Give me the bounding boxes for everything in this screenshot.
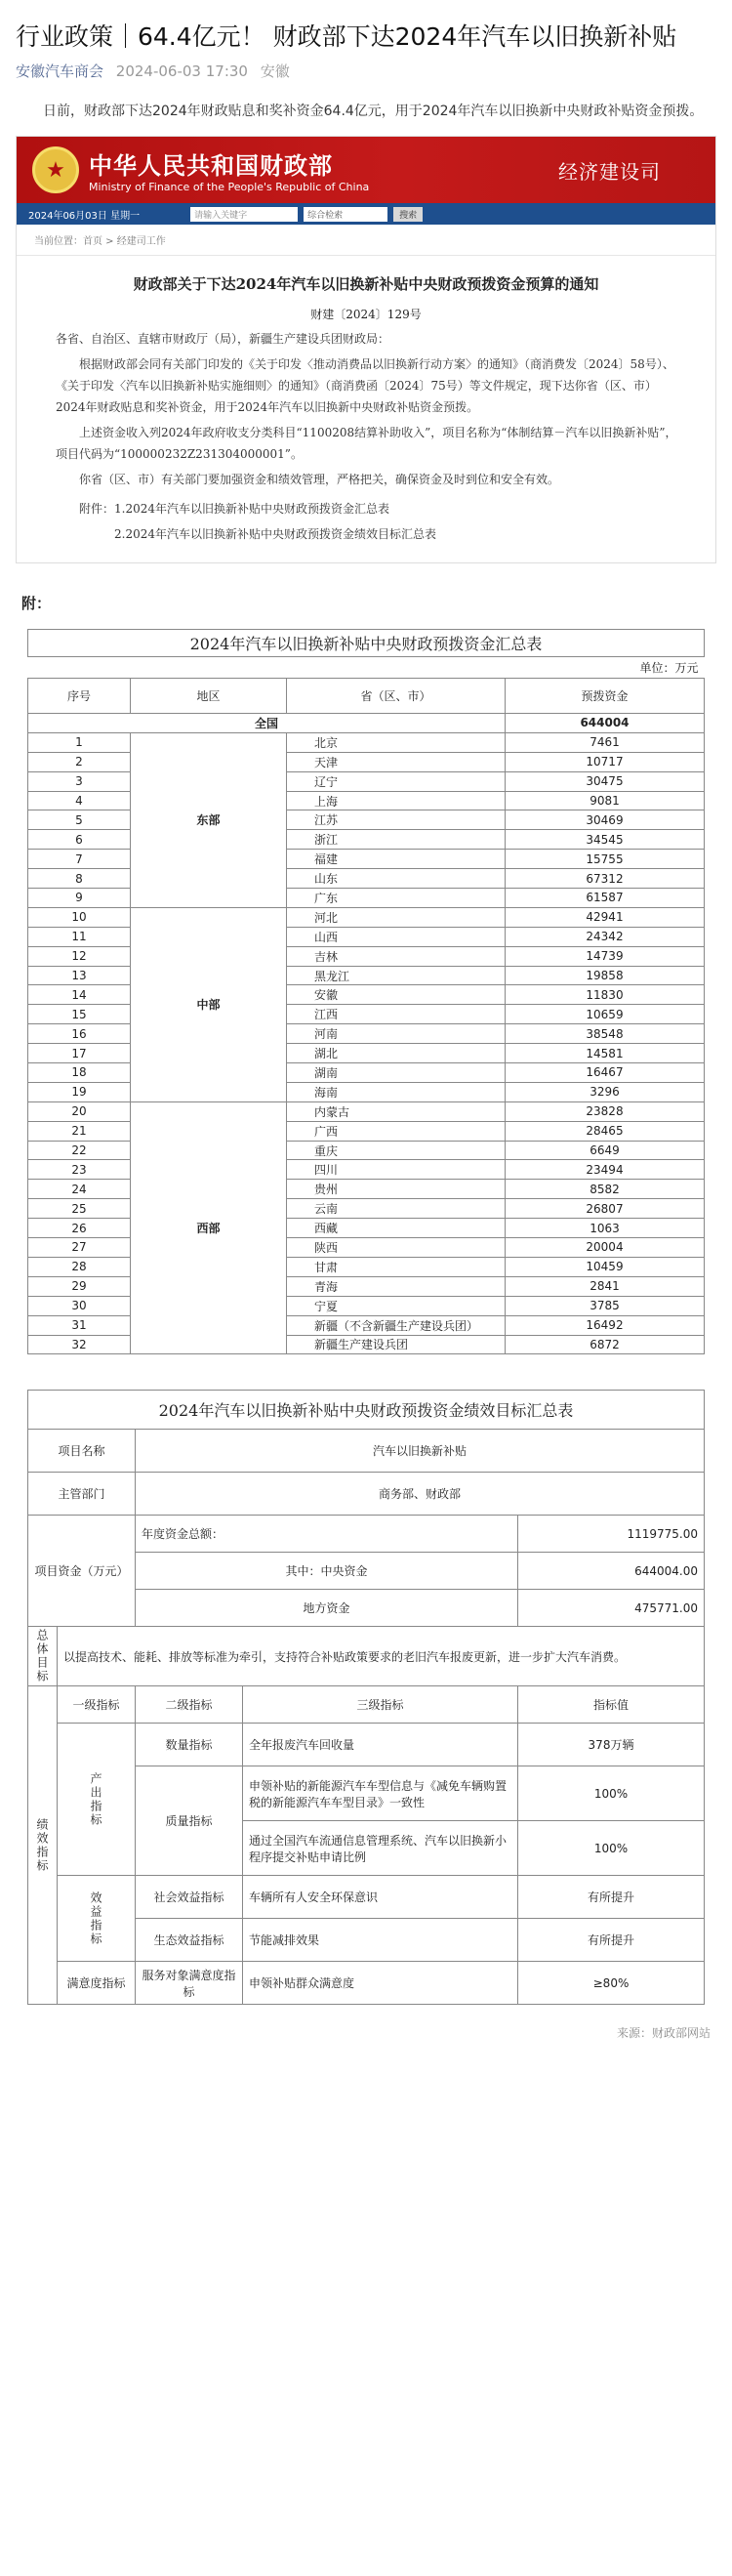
row-amount: 6872	[506, 1335, 705, 1354]
performance-table	[27, 1390, 705, 2005]
row-province: 湖南	[287, 1063, 506, 1083]
goal-text: 以提高技术、能耗、排放等标准为牵引，支持符合补贴政策要求的老旧汽车报废更新，进一步扩大汽车消费。	[58, 1627, 705, 1686]
article-meta	[0, 61, 732, 99]
table-row	[28, 985, 705, 1005]
funds-local-label: 地方资金	[136, 1590, 518, 1627]
project-name: 汽车以旧换新补贴	[136, 1430, 705, 1473]
funds-table	[27, 629, 705, 1354]
row-amount: 67312	[506, 869, 705, 889]
notice-body	[17, 328, 715, 562]
notice-title: 财政部关于下达2024年汽车以旧换新补贴中央财政预拨资金预算的通知	[133, 275, 599, 293]
row-no: 18	[28, 1063, 131, 1083]
row-no: 16	[28, 1024, 131, 1044]
author-link[interactable]: 安徽汽车商会	[16, 62, 104, 80]
row-no: 26	[28, 1219, 131, 1238]
header-no: 序号	[28, 679, 131, 714]
funds-total-label: 年度资金总额：	[136, 1516, 518, 1553]
row-no: 1	[28, 732, 131, 752]
row-amount: 34545	[506, 830, 705, 850]
header-region: 地区	[131, 679, 287, 714]
row-province: 黑龙江	[287, 966, 506, 985]
row-no: 25	[28, 1199, 131, 1219]
table-row	[28, 966, 705, 985]
row-no: 12	[28, 946, 131, 966]
eco-label: 生态效益指标	[136, 1919, 243, 1962]
row-amount: 23494	[506, 1160, 705, 1180]
table-row	[28, 1044, 705, 1063]
table-row	[28, 1005, 705, 1024]
row-province: 上海	[287, 791, 506, 810]
mof-name-en: Ministry of Finance of the People's Republic of China	[89, 181, 370, 193]
row-amount: 11830	[506, 985, 705, 1005]
row-amount: 61587	[506, 889, 705, 908]
funds-central: 644004.00	[518, 1553, 705, 1590]
funds-table-unit: 单位：万元	[639, 661, 699, 675]
eco-l3: 节能减排效果	[243, 1919, 518, 1962]
row-no: 19	[28, 1082, 131, 1101]
row-province: 江西	[287, 1005, 506, 1024]
row-amount: 2841	[506, 1276, 705, 1296]
row-province: 吉林	[287, 946, 506, 966]
row-amount: 10717	[506, 752, 705, 771]
col-level2: 二级指标	[136, 1686, 243, 1724]
row-amount: 16492	[506, 1315, 705, 1335]
table-row	[28, 889, 705, 908]
row-province: 山西	[287, 927, 506, 946]
mof-date: 2024年06月03日 星期一	[28, 210, 141, 222]
table-row	[28, 1024, 705, 1044]
table-row	[28, 1121, 705, 1141]
row-amount: 42941	[506, 907, 705, 927]
row-amount: 1063	[506, 1219, 705, 1238]
row-no: 9	[28, 889, 131, 908]
row-province: 甘肃	[287, 1257, 506, 1276]
attachment-1[interactable]: 附件：1.2024年汽车以旧换新补贴中央财政预拨资金汇总表	[79, 502, 389, 516]
mof-search-input[interactable]: 请输入关键字	[190, 207, 298, 222]
mof-search-button[interactable]: 搜索	[393, 207, 423, 222]
row-province: 新疆（不含新疆生产建设兵团）	[287, 1315, 506, 1335]
row-amount: 3296	[506, 1082, 705, 1101]
goal-label: 总体目标	[35, 1629, 49, 1684]
row-amount: 14739	[506, 946, 705, 966]
table-row	[28, 869, 705, 889]
eco-value: 有所提升	[518, 1919, 705, 1962]
row-no: 3	[28, 771, 131, 791]
quality-l3b: 通过全国汽车流通信息管理系统、汽车以旧换新小程序提交补贴申请比例	[243, 1821, 518, 1876]
row-no: 29	[28, 1276, 131, 1296]
row-no: 5	[28, 810, 131, 830]
row-province: 青海	[287, 1276, 506, 1296]
table-row	[28, 830, 705, 850]
document-number: 财建〔2024〕129号	[310, 308, 422, 321]
row-amount: 30469	[506, 810, 705, 830]
row-no: 20	[28, 1101, 131, 1121]
table-row	[28, 1238, 705, 1258]
row-amount: 3785	[506, 1296, 705, 1315]
row-no: 13	[28, 966, 131, 985]
table-row	[28, 1335, 705, 1354]
publish-date: 2024-06-03 17:30	[115, 62, 248, 80]
appendix-label: 附：	[21, 595, 52, 612]
funds-central-label: 其中：中央资金	[136, 1553, 518, 1590]
funds-local: 475771.00	[518, 1590, 705, 1627]
table-row	[28, 752, 705, 771]
qty-label: 数量指标	[136, 1724, 243, 1766]
row-no: 15	[28, 1005, 131, 1024]
col-level1: 一级指标	[58, 1686, 136, 1724]
intro-paragraph: 日前，财政部下达2024年财政贴息和奖补资金64.4亿元，用于2024年汽车以旧换新中央财政补贴资金预拨。	[43, 104, 704, 119]
row-province: 内蒙古	[287, 1101, 506, 1121]
salutation: 各省、自治区、直辖市财政厅（局），新疆生产建设兵团财政局：	[56, 332, 390, 346]
row-province: 广西	[287, 1121, 506, 1141]
qty-l3: 全年报废汽车回收量	[243, 1724, 518, 1766]
col-value: 指标值	[518, 1686, 705, 1724]
region-cell: 中部	[131, 907, 287, 1101]
row-no: 23	[28, 1160, 131, 1180]
row-province: 广东	[287, 889, 506, 908]
row-province: 重庆	[287, 1141, 506, 1160]
row-province: 新疆生产建设兵团	[287, 1335, 506, 1354]
dept-label: 主管部门	[28, 1473, 136, 1516]
row-no: 17	[28, 1044, 131, 1063]
funds-total: 1119775.00	[518, 1516, 705, 1553]
row-amount: 26807	[506, 1199, 705, 1219]
benefit-label: 效益指标	[89, 1890, 102, 1946]
row-no: 30	[28, 1296, 131, 1315]
table-row	[28, 1082, 705, 1101]
row-amount: 8582	[506, 1180, 705, 1199]
row-amount: 28465	[506, 1121, 705, 1141]
row-amount: 16467	[506, 1063, 705, 1083]
table-row	[28, 927, 705, 946]
quality-l3a: 申领补贴的新能源汽车车型信息与《减免车辆购置税的新能源汽车车型目录》一致性	[243, 1766, 518, 1821]
quality-value-b: 100%	[518, 1821, 705, 1876]
table-row	[28, 850, 705, 869]
row-amount: 38548	[506, 1024, 705, 1044]
row-amount: 14581	[506, 1044, 705, 1063]
row-province: 云南	[287, 1199, 506, 1219]
mof-name-cn: 中华人民共和国财政部	[89, 152, 333, 180]
article-title: 行业政策｜64.4亿元！ 财政部下达2024年汽车以旧换新补贴	[16, 22, 677, 51]
table-row	[28, 1315, 705, 1335]
row-province: 西藏	[287, 1219, 506, 1238]
row-no: 14	[28, 985, 131, 1005]
mof-banner	[17, 137, 715, 203]
table-row	[28, 771, 705, 791]
header-amount: 预拨资金	[506, 679, 705, 714]
row-province: 湖北	[287, 1044, 506, 1063]
table-row	[28, 1160, 705, 1180]
row-no: 32	[28, 1335, 131, 1354]
row-no: 21	[28, 1121, 131, 1141]
satisfaction-l2: 服务对象满意度指标	[136, 1962, 243, 2005]
row-no: 11	[28, 927, 131, 946]
row-province: 浙江	[287, 830, 506, 850]
row-amount: 20004	[506, 1238, 705, 1258]
table-row	[28, 946, 705, 966]
row-no: 7	[28, 850, 131, 869]
table-row	[28, 1101, 705, 1121]
row-no: 27	[28, 1238, 131, 1258]
table-row	[28, 1180, 705, 1199]
row-province: 天津	[287, 752, 506, 771]
row-province: 四川	[287, 1160, 506, 1180]
social-l3: 车辆所有人安全环保意识	[243, 1876, 518, 1919]
row-province: 海南	[287, 1082, 506, 1101]
notice-paragraph-1: 根据财政部会同有关部门印发的《关于印发〈推动消费品以旧换新行动方案〉的通知》（商消费发〔2024〕58号）、《关于印发〈汽车以旧换新补贴实施细则〉的通知》（商消费函〔2024〕75号）等文件规定，现下达你省（区、市）2024年财政贴息和奖补资金，用于2024年汽车以旧换新中央财政补贴资金预拨。	[56, 357, 674, 414]
total-value: 644004	[506, 714, 705, 733]
row-province: 辽宁	[287, 771, 506, 791]
satisfaction-l3: 申领补贴群众满意度	[243, 1962, 518, 2005]
row-no: 22	[28, 1141, 131, 1160]
notice-paragraph-2: 上述资金收入列2024年政府收支分类科目“1100208结算补助收入”，项目名称为“体制结算－汽车以旧换新补贴”，项目代码为“100000232Z231304000001”。	[56, 426, 677, 461]
row-amount: 24342	[506, 927, 705, 946]
funds-table-title: 2024年汽车以旧换新补贴中央财政预拨资金汇总表	[28, 630, 705, 657]
region-cell: 西部	[131, 1101, 287, 1354]
row-province: 河北	[287, 907, 506, 927]
mof-search-select[interactable]: 综合检索	[304, 207, 387, 222]
row-no: 10	[28, 907, 131, 927]
funds-label: 项目资金（万元）	[28, 1516, 136, 1627]
row-no: 8	[28, 869, 131, 889]
row-no: 4	[28, 791, 131, 810]
table-row	[28, 1063, 705, 1083]
table-row	[28, 810, 705, 830]
row-amount: 19858	[506, 966, 705, 985]
row-no: 28	[28, 1257, 131, 1276]
mof-screenshot	[16, 136, 716, 563]
row-province: 福建	[287, 850, 506, 869]
row-province: 贵州	[287, 1180, 506, 1199]
row-province: 山东	[287, 869, 506, 889]
table-row	[28, 732, 705, 752]
row-amount: 23828	[506, 1101, 705, 1121]
header-province: 省（区、市）	[287, 679, 506, 714]
performance-table-title: 2024年汽车以旧换新补贴中央财政预拨资金绩效目标汇总表	[28, 1391, 705, 1430]
table-row	[28, 1257, 705, 1276]
row-province: 河南	[287, 1024, 506, 1044]
row-no: 24	[28, 1180, 131, 1199]
row-province: 北京	[287, 732, 506, 752]
qty-value: 378万辆	[518, 1724, 705, 1766]
dept-value: 商务部、财政部	[136, 1473, 705, 1516]
table-row	[28, 791, 705, 810]
mof-toolbar	[17, 203, 715, 225]
satisfaction-label: 满意度指标	[58, 1962, 136, 2005]
row-province: 江苏	[287, 810, 506, 830]
row-amount: 15755	[506, 850, 705, 869]
perf-label: 绩效指标	[35, 1817, 49, 1873]
quality-label: 质量指标	[136, 1766, 243, 1876]
row-amount: 10459	[506, 1257, 705, 1276]
breadcrumb: 当前位置：首页 > 经建司工作	[17, 225, 715, 256]
output-label: 产出指标	[89, 1771, 102, 1827]
social-value: 有所提升	[518, 1876, 705, 1919]
national-emblem-icon: ★	[32, 146, 79, 193]
project-name-label: 项目名称	[28, 1430, 136, 1473]
table-row	[28, 1141, 705, 1160]
row-province: 陕西	[287, 1238, 506, 1258]
total-label: 全国	[28, 714, 506, 733]
row-province: 安徽	[287, 985, 506, 1005]
row-amount: 30475	[506, 771, 705, 791]
table-row	[28, 1296, 705, 1315]
satisfaction-value: ≥80%	[518, 1962, 705, 2005]
table-row	[28, 1276, 705, 1296]
row-no: 2	[28, 752, 131, 771]
social-label: 社会效益指标	[136, 1876, 243, 1919]
row-amount: 6649	[506, 1141, 705, 1160]
publish-location: 安徽	[260, 62, 290, 80]
notice-paragraph-3: 你省（区、市）有关部门要加强资金和绩效管理，严格把关，确保资金及时到位和安全有效。	[79, 473, 560, 486]
row-province: 宁夏	[287, 1296, 506, 1315]
attachment-2[interactable]: 2.2024年汽车以旧换新补贴中央财政预拨资金绩效目标汇总表	[114, 527, 436, 541]
row-amount: 10659	[506, 1005, 705, 1024]
source-note: 来源：财政部网站	[616, 2026, 711, 2041]
region-cell: 东部	[131, 732, 287, 907]
mof-department: 经济建设司	[558, 159, 661, 184]
row-amount: 9081	[506, 791, 705, 810]
row-no: 31	[28, 1315, 131, 1335]
row-no: 6	[28, 830, 131, 850]
quality-value-a: 100%	[518, 1766, 705, 1821]
table-row	[28, 1199, 705, 1219]
col-level3: 三级指标	[243, 1686, 518, 1724]
row-amount: 7461	[506, 732, 705, 752]
table-row	[28, 907, 705, 927]
table-row	[28, 1219, 705, 1238]
